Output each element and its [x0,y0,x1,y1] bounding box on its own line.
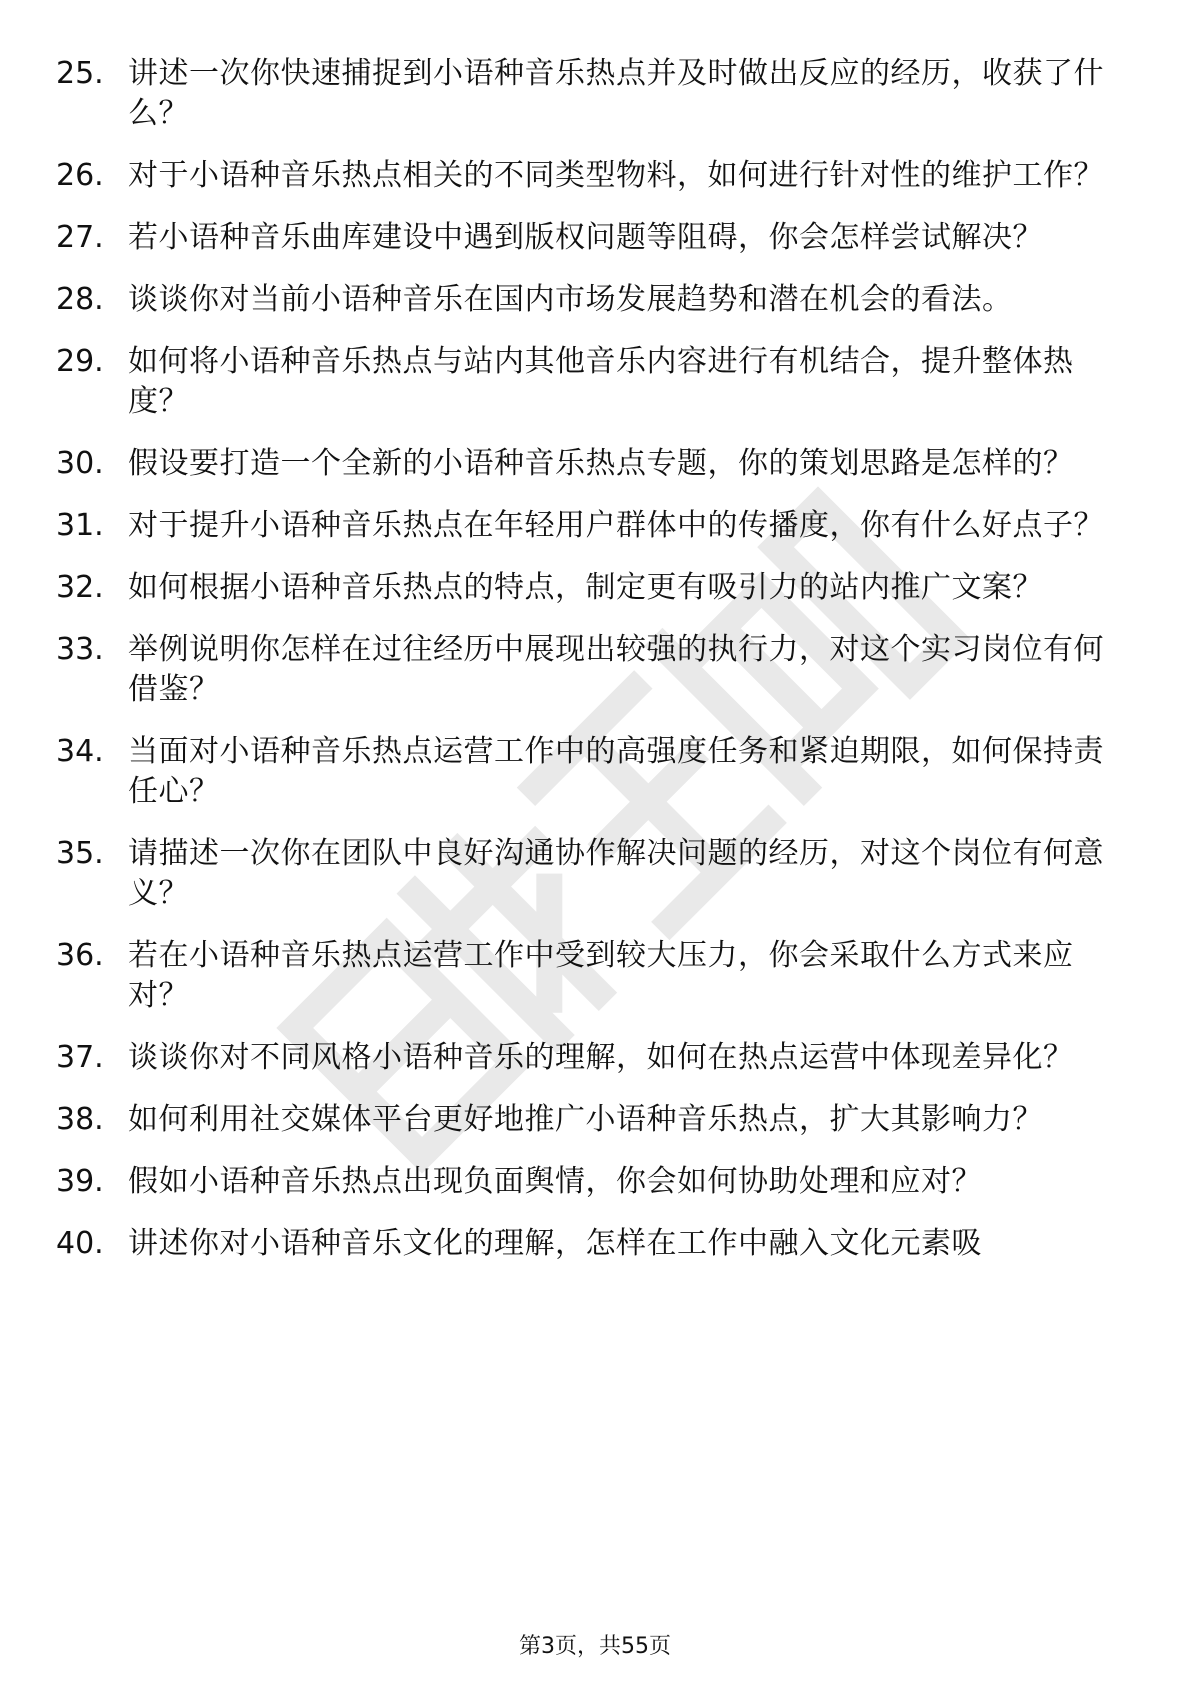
question-number: 26. [56,158,104,193]
question-text: 如何利用社交媒体平台更好地推广小语种音乐热点，扩大其影响力？ [128,1102,1043,1137]
question-text: 若小语种音乐曲库建设中遇到版权问题等阻碍，你会怎样尝试解决？ [128,220,1043,255]
question-number: 32. [56,570,104,605]
question-text: 假设要打造一个全新的小语种音乐热点专题，你的策划思路是怎样的？ [128,446,1074,481]
question-item [56,342,1146,422]
question-item [56,834,1146,914]
question-text: 谈谈你对不同风格小语种音乐的理解，如何在热点运营中体现差异化？ [128,1040,1074,1075]
question-number: 40. [56,1226,104,1261]
question-text: 假如小语种音乐热点出现负面舆情，你会如何协助处理和应对？ [128,1164,982,1199]
question-number: 35. [56,836,104,871]
question-number: 36. [56,938,104,973]
question-number: 39. [56,1164,104,1199]
question-item [56,1224,1146,1264]
question-item [56,1038,1146,1078]
question-text: 讲述你对小语种音乐文化的理解，怎样在工作中融入文化元素吸 [128,1226,982,1261]
question-item [56,1162,1146,1202]
question-text: 讲述一次你快速捕捉到小语种音乐热点并及时做出反应的经历，收获了什么？ [128,56,1104,131]
question-item [56,732,1146,812]
question-number: 25. [56,56,104,91]
question-item [56,54,1146,134]
question-item [56,218,1146,258]
page-footer: 第3页，共55页 [519,1634,671,1659]
question-number: 27. [56,220,104,255]
question-item [56,936,1146,1016]
question-number: 30. [56,446,104,481]
question-number: 28. [56,282,104,317]
question-list [56,54,1146,1286]
question-item [56,568,1146,608]
question-text: 当面对小语种音乐热点运营工作中的高强度任务和紧迫期限，如何保持责任心？ [128,734,1104,809]
question-text: 请描述一次你在团队中良好沟通协作解决问题的经历，对这个岗位有何意义？ [128,836,1104,911]
question-text: 如何将小语种音乐热点与站内其他音乐内容进行有机结合，提升整体热度？ [128,344,1074,419]
question-text: 谈谈你对当前小语种音乐在国内市场发展趋势和潜在机会的看法。 [128,282,1013,317]
question-text: 举例说明你怎样在过往经历中展现出较强的执行力，对这个实习岗位有何借鉴？ [128,632,1104,707]
question-text: 如何根据小语种音乐热点的特点，制定更有吸引力的站内推广文案？ [128,570,1043,605]
question-text: 若在小语种音乐热点运营工作中受到较大压力，你会采取什么方式来应对？ [128,938,1074,1013]
question-text: 对于小语种音乐热点相关的不同类型物料，如何进行针对性的维护工作？ [128,158,1104,193]
question-text: 对于提升小语种音乐热点在年轻用户群体中的传播度，你有什么好点子？ [128,508,1104,543]
question-number: 33. [56,632,104,667]
question-item [56,1100,1146,1140]
question-item [56,156,1146,196]
question-item [56,444,1146,484]
question-number: 37. [56,1040,104,1075]
question-item [56,280,1146,320]
question-number: 38. [56,1102,104,1137]
question-item [56,630,1146,710]
question-item [56,506,1146,546]
question-number: 29. [56,344,104,379]
question-number: 34. [56,734,104,769]
question-number: 31. [56,508,104,543]
